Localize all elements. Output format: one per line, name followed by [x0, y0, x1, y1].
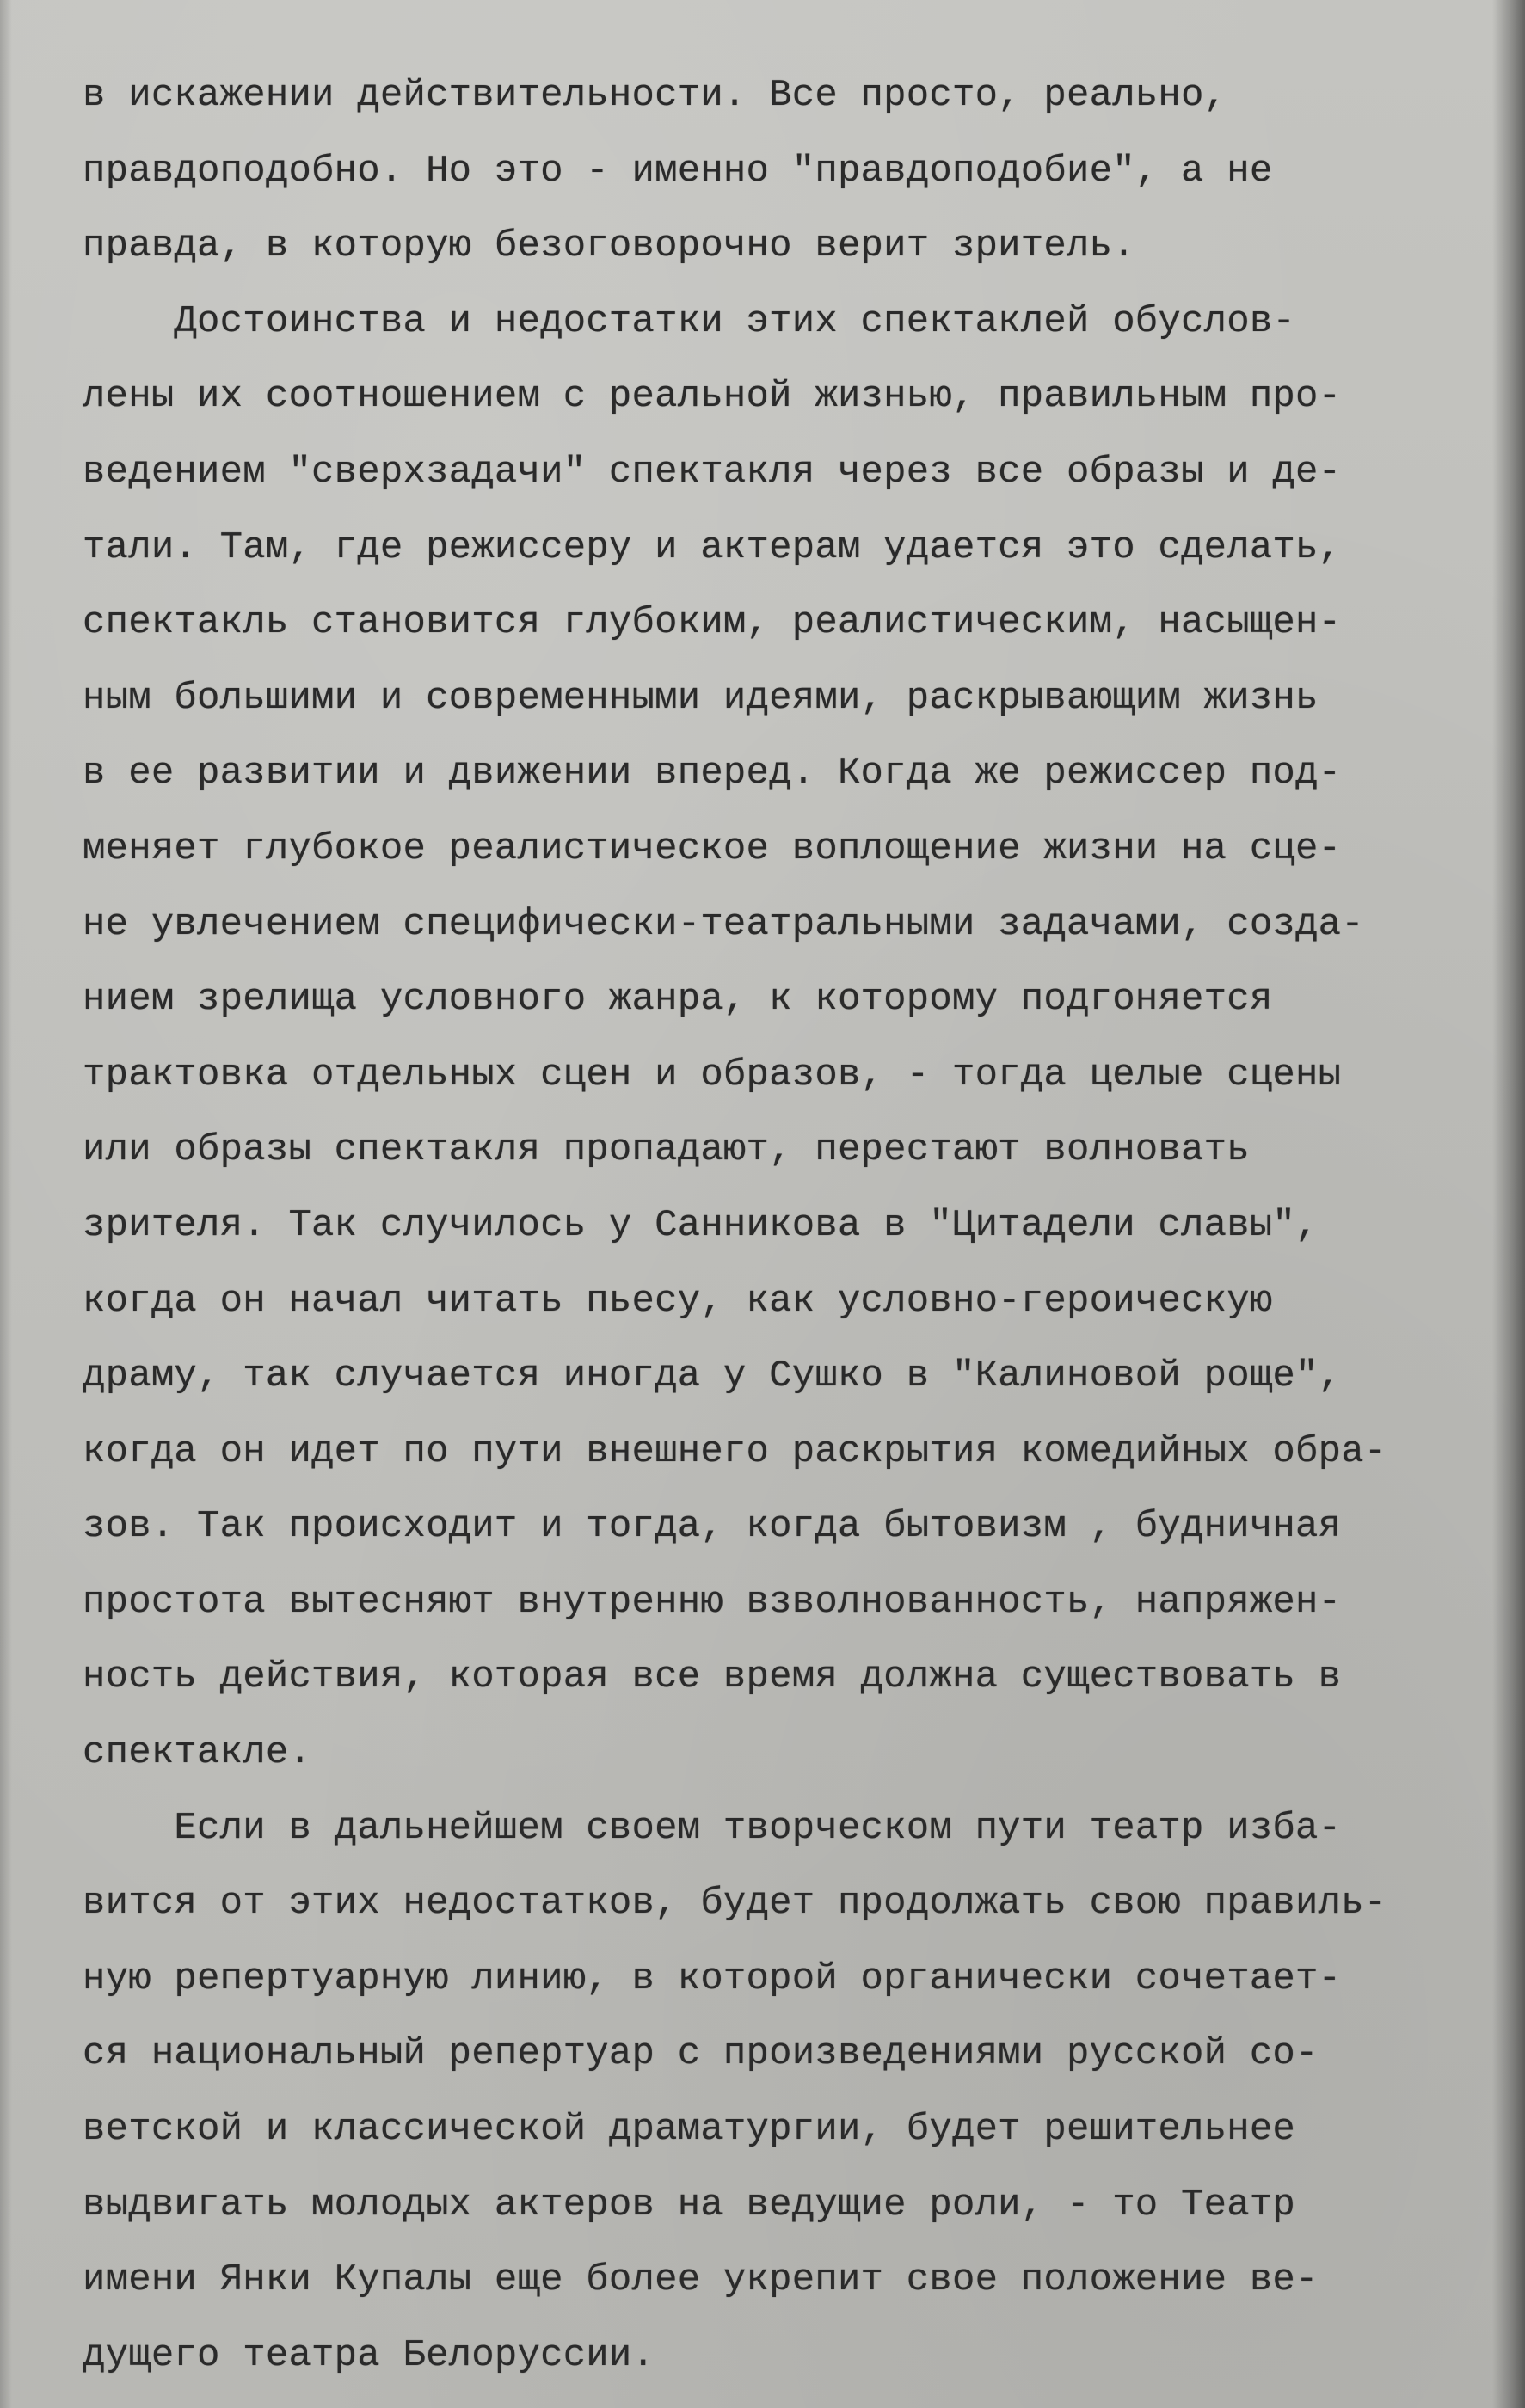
text-line: зрителя. Так случилось у Санникова в "Цитадели славы",	[83, 1203, 1319, 1247]
text-line: ным большими и современными идеями, раскрывающим жизнь	[83, 676, 1319, 720]
text-line: простота вытесняют внутренню взволнованность, напряжен-	[83, 1580, 1342, 1624]
text-line: дущего театра Белоруссии.	[83, 2333, 655, 2377]
text-line: выдвигать молодых актеров на ведущие роли, - то Театр	[83, 2183, 1296, 2227]
text-line: драму, так случается иногда у Сушко в "Калиновой роще",	[83, 1354, 1342, 1398]
text-line: Если в дальнейшем своем творческом пути театр изба-	[83, 1806, 1342, 1850]
text-line: имени Янки Купалы еще более укрепит свое положение ве-	[83, 2258, 1319, 2302]
text-line: меняет глубокое реалистическое воплощение жизни на сце-	[83, 826, 1342, 870]
page-left-shadow	[0, 0, 12, 2408]
text-line: когда он идет по пути внешнего раскрытия комедийных обра-	[83, 1429, 1387, 1473]
text-line: правда, в которую безоговорочно верит зритель.	[83, 224, 1135, 268]
text-line: не увлечением специфически-театральными задачами, созда-	[83, 902, 1364, 946]
text-line: когда он начал читать пьесу, как условно-героическую	[83, 1279, 1273, 1323]
text-line: спектакле.	[83, 1731, 312, 1775]
text-line: лены их соотношением с реальной жизнью, правильным про-	[83, 375, 1342, 419]
text-line: в искажении действительности. Все просто, реально,	[83, 74, 1227, 117]
text-line: правдоподобно. Но это - именно "правдоподобие", а не	[83, 149, 1273, 193]
text-line: вится от этих недостатков, будет продолжать свою правиль-	[83, 1882, 1387, 1926]
text-line: ную репертуарную линию, в которой органически сочетает-	[83, 1956, 1342, 2000]
text-line: трактовка отдельных сцен и образов, - тогда целые сцены	[83, 1053, 1342, 1096]
text-line: ность действия, которая все время должна существовать в	[83, 1656, 1342, 1699]
text-line: зов. Так происходит и тогда, когда бытовизм , будничная	[83, 1505, 1342, 1549]
text-line: или образы спектакля пропадают, перестают волновать	[83, 1128, 1250, 1172]
text-line: ведением "сверхзадачи" спектакля через все образы и де-	[83, 450, 1342, 494]
page-right-shadow	[1492, 0, 1525, 2408]
text-line: тали. Там, где режиссеру и актерам удается это сделать,	[83, 525, 1342, 569]
body-text	[83, 58, 1493, 2393]
text-line: ся национальный репертуар с произведениями русской со-	[83, 2032, 1319, 2076]
text-line: Достоинства и недостатки этих спектаклей обуслов-	[83, 299, 1296, 343]
text-line: спектакль становится глубоким, реалистическим, насыщен-	[83, 601, 1342, 645]
text-line: в ее развитии и движении вперед. Когда же режиссер под-	[83, 752, 1342, 796]
text-line: нием зрелища условного жанра, к которому подгоняется	[83, 978, 1273, 1022]
text-line: ветской и классической драматургии, будет решительнее	[83, 2108, 1296, 2152]
